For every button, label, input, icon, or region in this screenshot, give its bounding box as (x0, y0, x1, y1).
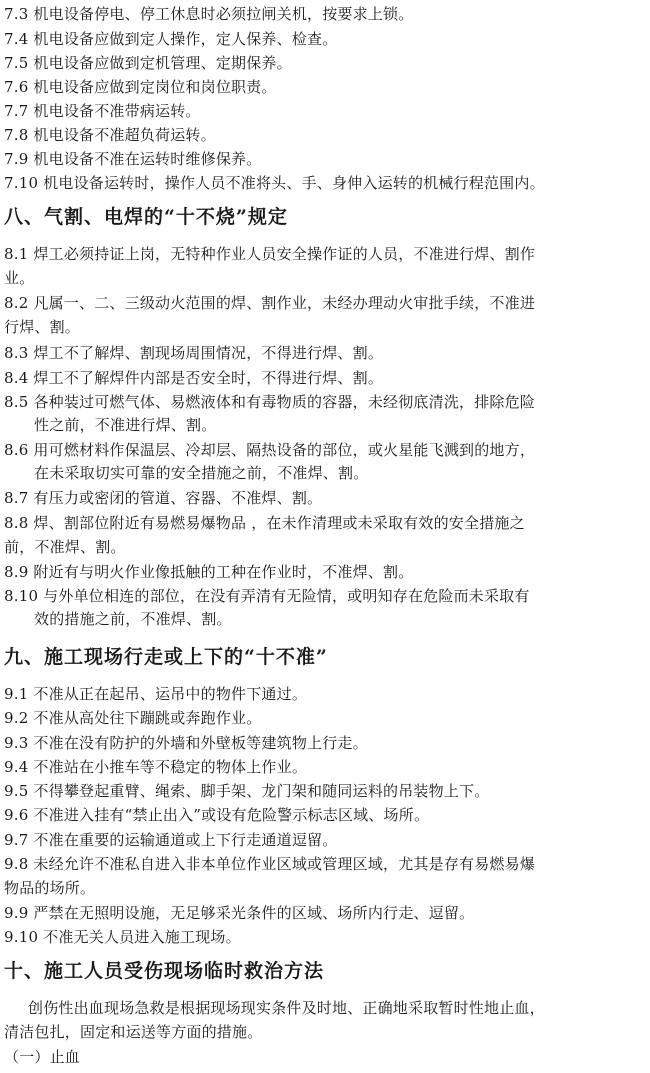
section-heading-8: 八、气割、电焊的“十不烧”规定 (4, 206, 288, 228)
clause-8-10: 8.10 与外单位相连的部位，在没有弄清有无险情，或明知存在危险而未采取有 (4, 587, 530, 605)
clause-7-7: 7.7 机电设备不准带病运转。 (4, 102, 201, 120)
clause-8-2-cont: 行焊、割。 (4, 318, 81, 336)
clause-8-2: 8.2 凡属一、二、三级动火范围的焊、割作业，未经办理动火审批手续，不准进 (4, 294, 536, 312)
clause-7-9: 7.9 机电设备不准在运转时维修保养。 (4, 150, 262, 168)
clause-9-8: 9.8 未经允许不准私自进入非本单位作业区域或管理区域，尤其是存有易燃易爆 (4, 855, 536, 873)
clause-9-10: 9.10 不准无关人员进入施工现场。 (4, 928, 241, 946)
clause-9-6: 9.6 不准进入挂有“禁止出入”或设有危险警示标志区域、场所。 (4, 806, 430, 824)
clause-9-2: 9.2 不准从高处往下蹦跳或奔跑作业。 (4, 709, 262, 727)
section-heading-10: 十、施工人员受伤现场临时救治方法 (4, 960, 325, 982)
clause-7-4: 7.4 机电设备应做到定人操作，定人保养、检查。 (4, 30, 338, 48)
clause-9-3: 9.3 不准在没有防护的外墙和外壁板等建筑物上行走。 (4, 734, 368, 752)
section-heading-9: 九、施工现场行走或上下的“十不准” (4, 646, 328, 668)
clause-8-10-cont: 效的措施之前，不准焊、割。 (34, 610, 232, 628)
clause-8-5: 8.5 各种装过可燃气体、易燃液体和有毒物质的容器，未经彻底清洗，排除危险 (4, 393, 536, 411)
clause-9-1: 9.1 不准从正在起吊、运吊中的物件下通过。 (4, 685, 308, 703)
clause-9-5: 9.5 不得攀登起重臂、绳索、脚手架、龙门架和随同运料的吊装物上下。 (4, 782, 490, 800)
clause-8-6-cont: 在未采取切实可靠的安全措施之前，不准焊、割。 (34, 464, 369, 482)
subheading-stop-bleeding: （一）止血 (4, 1048, 81, 1066)
clause-8-9: 8.9 附近有与明火作业像抵触的工种在作业时，不准焊、割。 (4, 563, 414, 581)
clause-7-10: 7.10 机电设备运转时，操作人员不准将头、手、身伸入运转的机械行程范围内。 (4, 174, 545, 192)
clause-7-6: 7.6 机电设备应做到定岗位和岗位职责。 (4, 78, 277, 96)
clause-8-3: 8.3 焊工不了解焊、割现场周围情况，不得进行焊、割。 (4, 344, 384, 362)
paragraph-first-aid-cont: 清洁包扎，固定和运送等方面的措施。 (4, 1023, 263, 1041)
clause-8-5-cont: 性之前，不准进行焊、割。 (34, 416, 217, 434)
clause-8-7: 8.7 有压力或密闭的管道、容器、不准焊、割。 (4, 489, 323, 507)
clause-9-4: 9.4 不准站在小推车等不稳定的物体上作业。 (4, 758, 308, 776)
clause-8-8: 8.8 焊、割部位附近有易燃易爆物品 ，在未作清理或未采取有效的安全措施之 (4, 514, 525, 532)
paragraph-first-aid: 创伤性出血现场急救是根据现场现实条件及时地、正确地采取暂时性地止血， (28, 999, 545, 1017)
clause-7-5: 7.5 机电设备应做到定机管理、定期保养。 (4, 54, 292, 72)
clause-8-8-cont: 前，不准焊、割。 (4, 538, 126, 556)
clause-7-3: 7.3 机电设备停电、停工休息时必须拉闸关机，按要求上锁。 (4, 5, 414, 23)
clause-9-7: 9.7 不准在重要的运输通道或上下行走通道逗留。 (4, 831, 338, 849)
clause-9-8-cont: 物品的场所。 (4, 879, 96, 897)
clause-9-9: 9.9 严禁在无照明设施，无足够采光条件的区域、场所内行走、逗留。 (4, 904, 475, 922)
clause-8-4: 8.4 焊工不了解焊件内部是否安全时，不得进行焊、割。 (4, 369, 384, 387)
clause-8-1: 8.1 焊工必须持证上岗，无特种作业人员安全操作证的人员，不准进行焊、割作 (4, 245, 536, 263)
clause-7-8: 7.8 机电设备不准超负荷运转。 (4, 126, 216, 144)
clause-8-6: 8.6 用可燃材料作保温层、冷却层、隔热设备的部位，或火星能飞溅到的地方， (4, 441, 536, 459)
clause-8-1-cont: 业。 (4, 269, 35, 287)
